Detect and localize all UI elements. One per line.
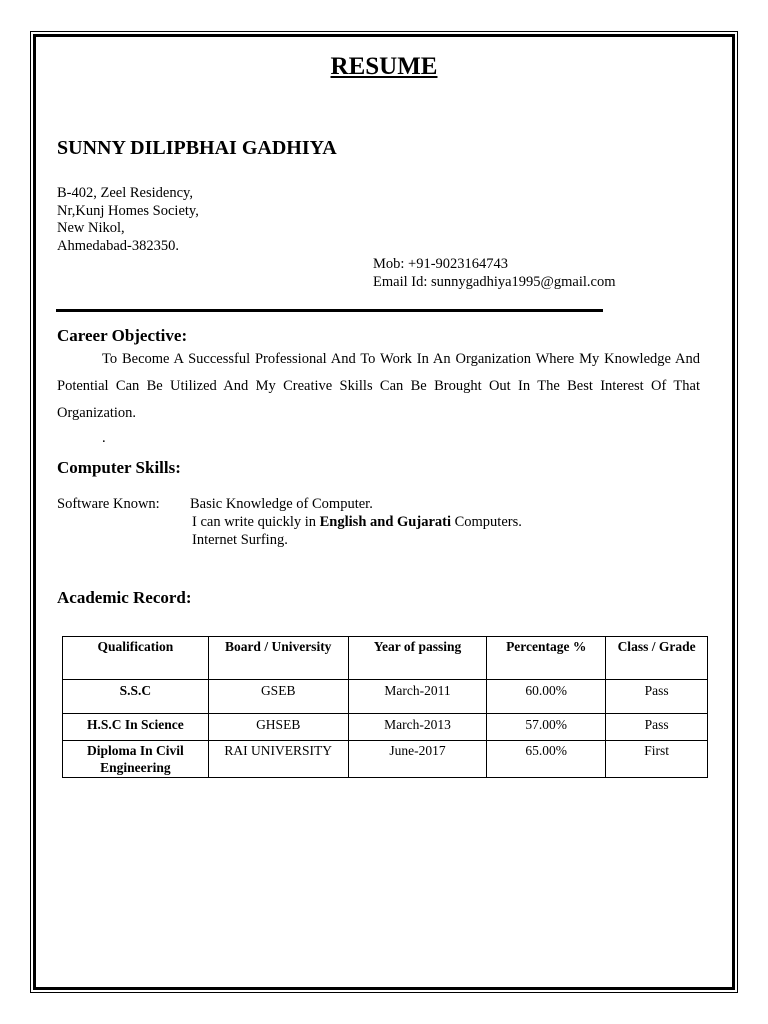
address-line-3: New Nikol,: [57, 220, 125, 236]
header-board: Board / University: [208, 637, 348, 680]
career-objective-heading: Career Objective:: [57, 326, 188, 345]
cell-percentage: 57.00%: [487, 714, 606, 741]
header-qualification: Qualification: [63, 637, 209, 680]
address-line-4: Ahmedabad-382350.: [57, 238, 180, 254]
cell-board: GHSEB: [208, 714, 348, 741]
table-header-row: [63, 637, 708, 680]
skill-line-1: Basic Knowledge of Computer.: [190, 496, 373, 512]
cell-year: March-2013: [348, 714, 487, 741]
cell-board: GSEB: [208, 680, 348, 714]
cell-qualification: S.S.C: [63, 680, 209, 714]
cell-percentage: 60.00%: [487, 680, 606, 714]
cell-qualification: H.S.C In Science: [63, 714, 209, 741]
career-objective-text: To Become A Successful Professional And To Work In An Organization Where My Knowledge And Potential Can Be Utilized And My Creative Skills Can Be Brought Out In The Best Interest Of That Organization.: [57, 351, 700, 421]
address-line-2: Nr,Kunj Homes Society,: [57, 203, 199, 219]
academic-record-table: [62, 636, 708, 778]
skill-line-2: [192, 514, 522, 531]
computer-skills-heading: Computer Skills:: [57, 458, 181, 477]
table-row: [63, 680, 708, 714]
stray-dot: .: [102, 430, 106, 446]
skill-line-3: Internet Surfing.: [192, 532, 288, 548]
header-divider: [56, 309, 603, 312]
skill-line-2-post: Computers.: [450, 514, 522, 530]
header-class: Class / Grade: [606, 637, 708, 680]
cell-year: June-2017: [348, 741, 487, 778]
table-row: [63, 741, 708, 778]
cell-percentage: 65.00%: [487, 741, 606, 778]
mobile-number: Mob: +91-9023164743: [373, 256, 509, 272]
header-year: Year of passing: [348, 637, 487, 680]
cell-year: March-2011: [348, 680, 487, 714]
table-row: [63, 714, 708, 741]
resume-title: RESUME: [330, 53, 438, 80]
cell-qualification: Diploma In Civil Engineering: [63, 741, 209, 778]
cell-board: RAI UNIVERSITY: [208, 741, 348, 778]
header-percentage: Percentage %: [487, 637, 606, 680]
academic-record-heading: Academic Record:: [57, 588, 192, 607]
address-line-1: B-402, Zeel Residency,: [57, 185, 193, 201]
skill-line-2-bold: English and Gujarati: [319, 514, 451, 530]
skill-line-2-pre: I can write quickly in: [192, 514, 320, 530]
cell-class: Pass: [606, 714, 708, 741]
candidate-name: SUNNY DILIPBHAI GADHIYA: [57, 137, 337, 159]
cell-class: Pass: [606, 680, 708, 714]
cell-class: First: [606, 741, 708, 778]
email-address: Email Id: sunnygadhiya1995@gmail.com: [373, 274, 616, 290]
software-known-label: Software Known:: [57, 496, 160, 512]
